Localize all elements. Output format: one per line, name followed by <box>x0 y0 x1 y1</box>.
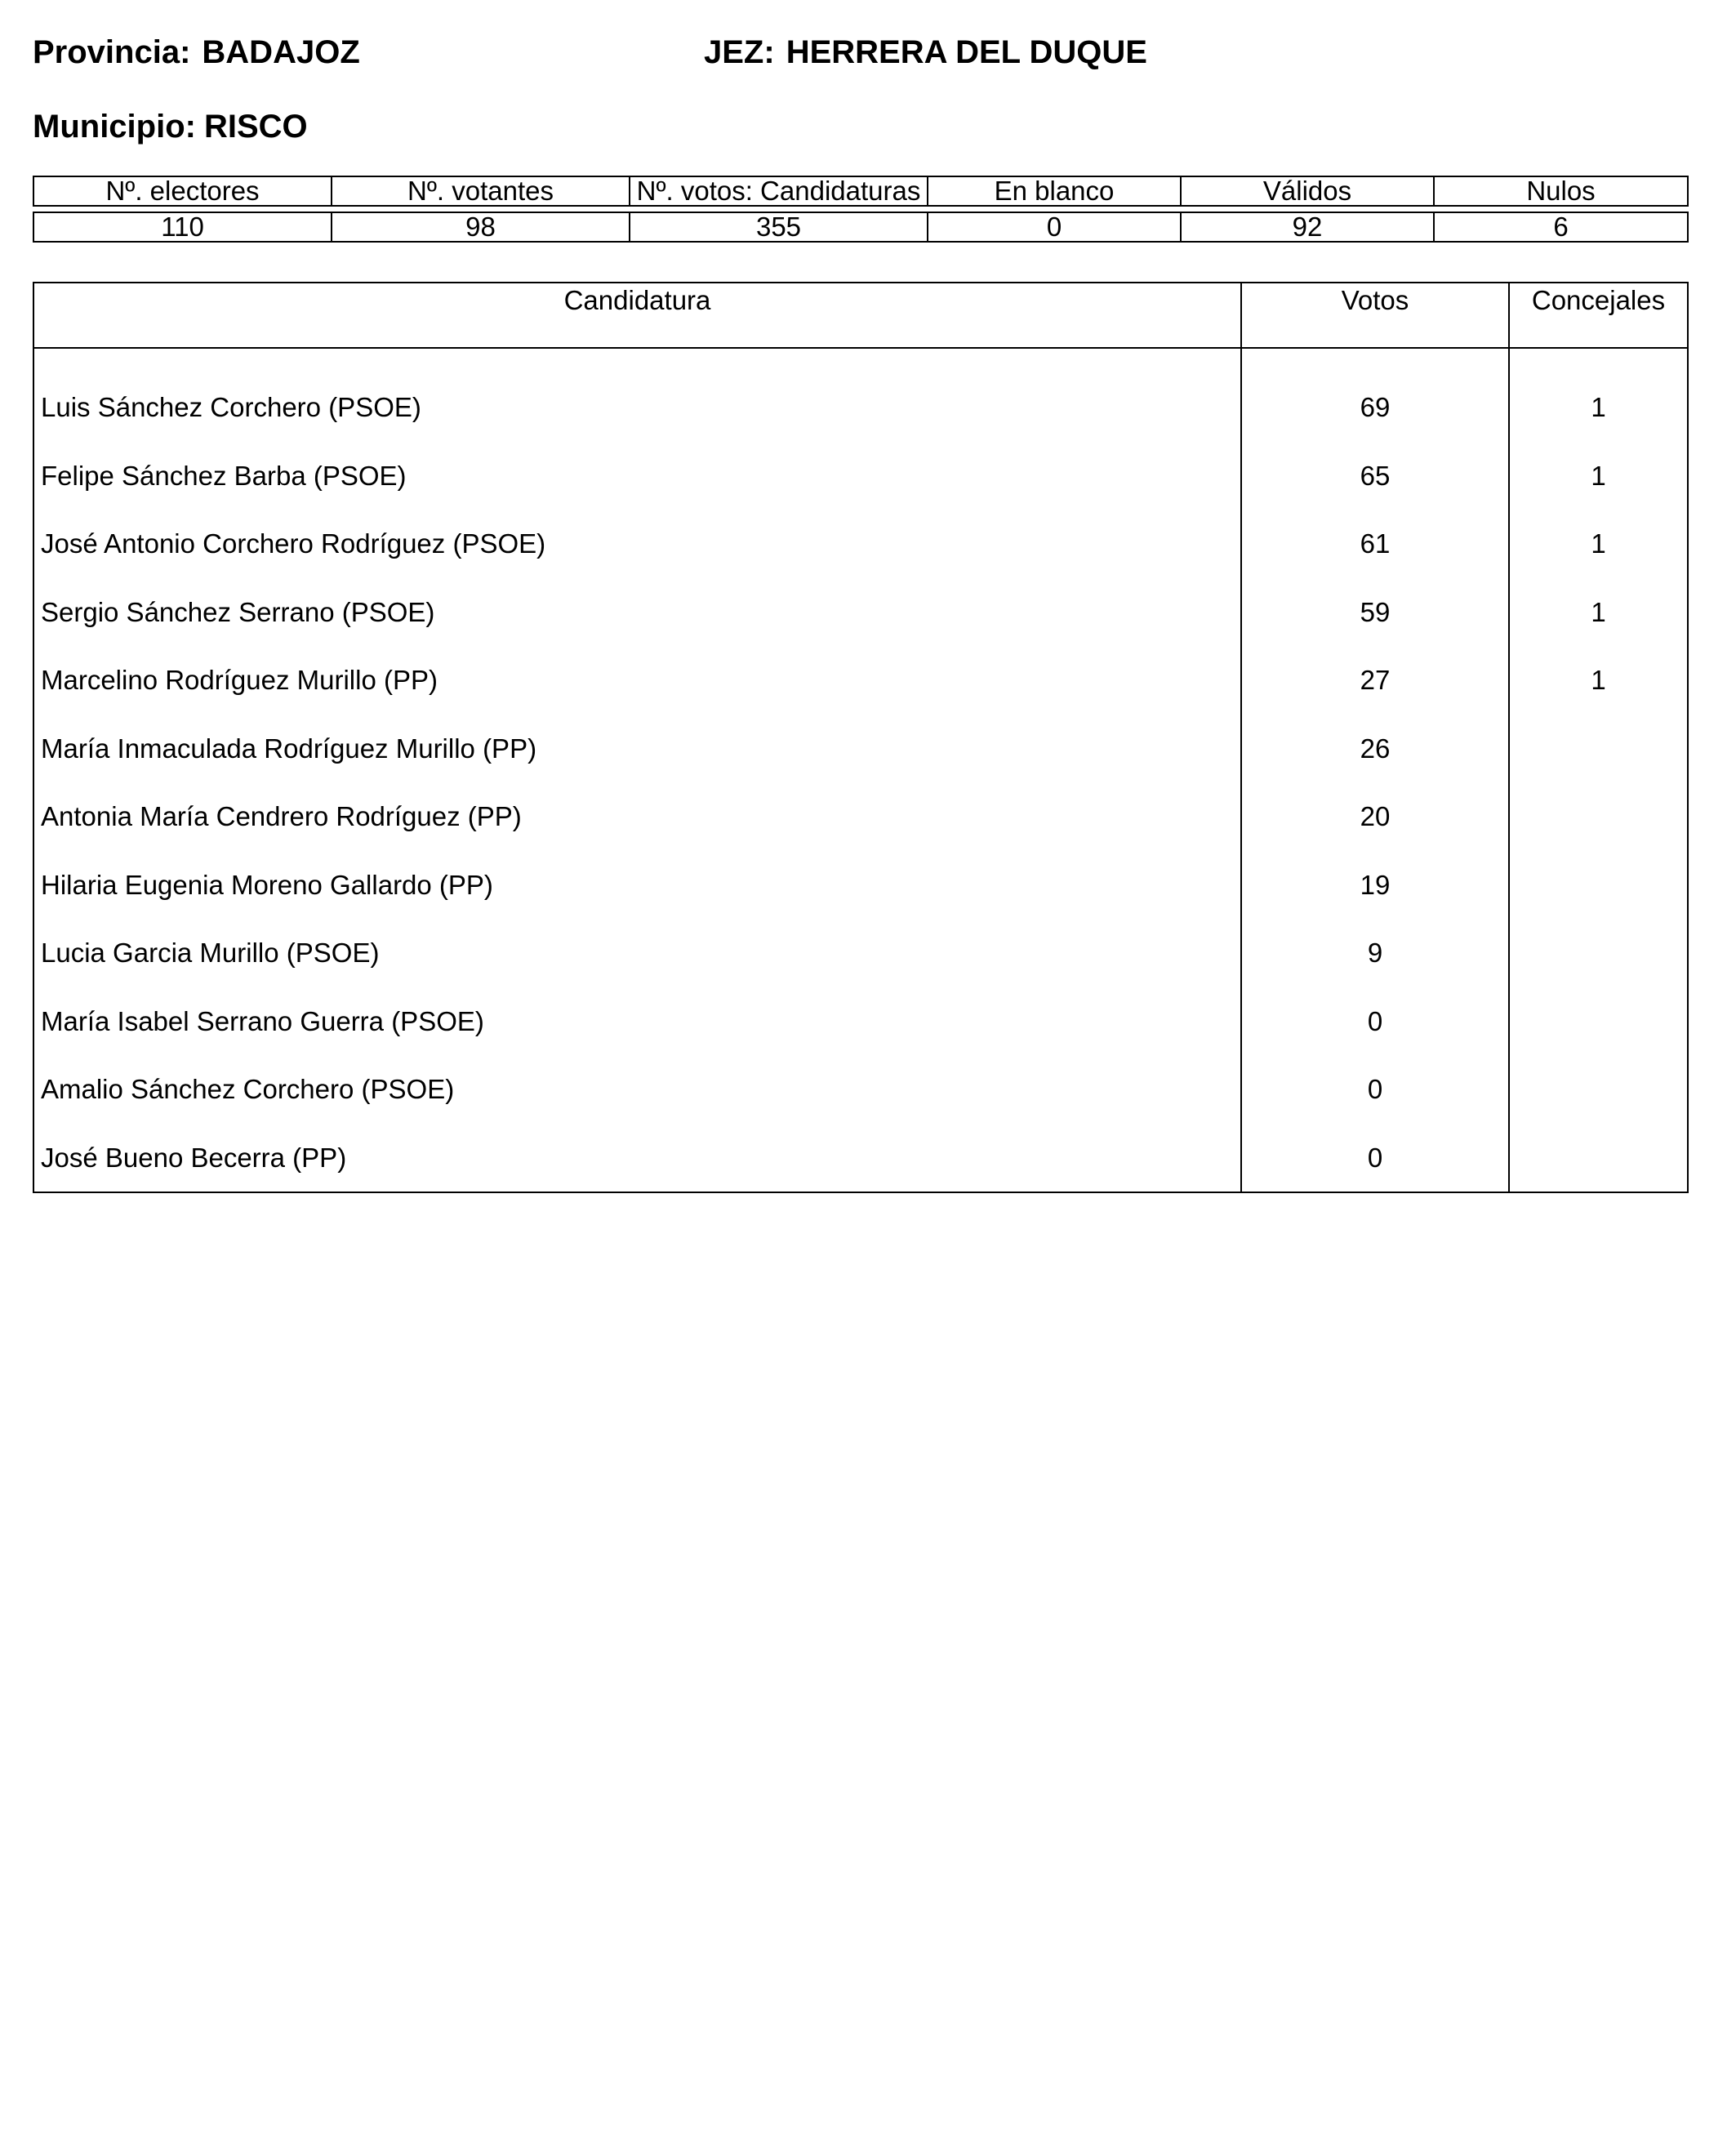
candidate-concejales: 1 <box>1509 348 1688 442</box>
candidate-name: Luis Sánchez Corchero (PSOE) <box>33 348 1241 442</box>
candidate-name: Hilaria Eugenia Moreno Gallardo (PP) <box>33 851 1241 920</box>
candidate-name: José Antonio Corchero Rodríguez (PSOE) <box>33 510 1241 578</box>
candidate-concejales: 1 <box>1509 442 1688 510</box>
candidate-votes: 26 <box>1241 715 1509 783</box>
results-table <box>33 282 1689 1193</box>
candidate-concejales <box>1509 1124 1688 1193</box>
table-row <box>33 1055 1688 1124</box>
table-row <box>33 851 1688 920</box>
results-header-candidatura: Candidatura <box>33 283 1241 348</box>
municipio-label: Municipio: <box>33 109 196 145</box>
candidate-name: Amalio Sánchez Corchero (PSOE) <box>33 1055 1241 1124</box>
candidate-concejales <box>1509 987 1688 1056</box>
candidate-votes: 0 <box>1241 1124 1509 1193</box>
candidate-votes: 27 <box>1241 646 1509 715</box>
jez-heading <box>704 36 1147 69</box>
candidate-votes: 65 <box>1241 442 1509 510</box>
table-row <box>33 348 1688 442</box>
candidate-votes: 9 <box>1241 919 1509 987</box>
summary-gap-cell <box>33 206 1688 212</box>
candidate-votes: 20 <box>1241 782 1509 851</box>
candidate-concejales: 1 <box>1509 578 1688 647</box>
results-header-concejales: Concejales <box>1509 283 1688 348</box>
summary-value-validos: 92 <box>1181 212 1434 242</box>
table-row <box>33 646 1688 715</box>
candidate-votes: 59 <box>1241 578 1509 647</box>
summary-value-electores: 110 <box>33 212 332 242</box>
candidate-concejales <box>1509 715 1688 783</box>
provincia-value: BADAJOZ <box>202 34 360 70</box>
results-header-votos: Votos <box>1241 283 1509 348</box>
table-row <box>33 715 1688 783</box>
candidate-name: Antonia María Cendrero Rodríguez (PP) <box>33 782 1241 851</box>
candidate-name: Marcelino Rodríguez Murillo (PP) <box>33 646 1241 715</box>
summary-header-validos: Válidos <box>1181 176 1434 206</box>
candidate-name: Sergio Sánchez Serrano (PSOE) <box>33 578 1241 647</box>
jez-value: HERRERA DEL DUQUE <box>786 34 1147 70</box>
summary-value-nulos: 6 <box>1434 212 1688 242</box>
summary-value-votantes: 98 <box>332 212 630 242</box>
candidate-name: Lucia Garcia Murillo (PSOE) <box>33 919 1241 987</box>
provincia-label: Provincia: <box>33 34 191 70</box>
candidate-votes: 19 <box>1241 851 1509 920</box>
table-row <box>33 510 1688 578</box>
candidate-concejales: 1 <box>1509 510 1688 578</box>
summary-value-en-blanco: 0 <box>928 212 1181 242</box>
table-row <box>33 578 1688 647</box>
candidate-votes: 0 <box>1241 1055 1509 1124</box>
candidate-name: María Inmaculada Rodríguez Murillo (PP) <box>33 715 1241 783</box>
candidate-votes: 69 <box>1241 348 1509 442</box>
table-row <box>33 782 1688 851</box>
summary-gap <box>33 206 1688 212</box>
candidate-concejales: 1 <box>1509 646 1688 715</box>
candidate-name: Felipe Sánchez Barba (PSOE) <box>33 442 1241 510</box>
summary-value-votos-candidaturas: 355 <box>630 212 928 242</box>
table-row <box>33 919 1688 987</box>
candidate-concejales <box>1509 782 1688 851</box>
municipio-value: RISCO <box>203 109 308 145</box>
candidate-name: José Bueno Becerra (PP) <box>33 1124 1241 1193</box>
table-row <box>33 442 1688 510</box>
summary-header-votantes: Nº. votantes <box>332 176 630 206</box>
provincia-heading <box>33 36 360 69</box>
candidate-votes: 61 <box>1241 510 1509 578</box>
candidate-votes: 0 <box>1241 987 1509 1056</box>
summary-header-votos-candidaturas: Nº. votos: Candidaturas <box>630 176 928 206</box>
results-header-row <box>33 283 1688 348</box>
candidate-concejales <box>1509 919 1688 987</box>
summary-header-electores: Nº. electores <box>33 176 332 206</box>
jez-label: JEZ: <box>704 34 775 70</box>
table-row <box>33 1124 1688 1193</box>
summary-header-nulos: Nulos <box>1434 176 1688 206</box>
candidate-name: María Isabel Serrano Guerra (PSOE) <box>33 987 1241 1056</box>
candidate-concejales <box>1509 1055 1688 1124</box>
summary-table <box>33 176 1689 243</box>
table-row <box>33 987 1688 1056</box>
summary-header-en-blanco: En blanco <box>928 176 1181 206</box>
summary-values-row <box>33 212 1688 242</box>
summary-header-row <box>33 176 1688 206</box>
candidate-concejales <box>1509 851 1688 920</box>
municipio-heading <box>33 110 308 143</box>
